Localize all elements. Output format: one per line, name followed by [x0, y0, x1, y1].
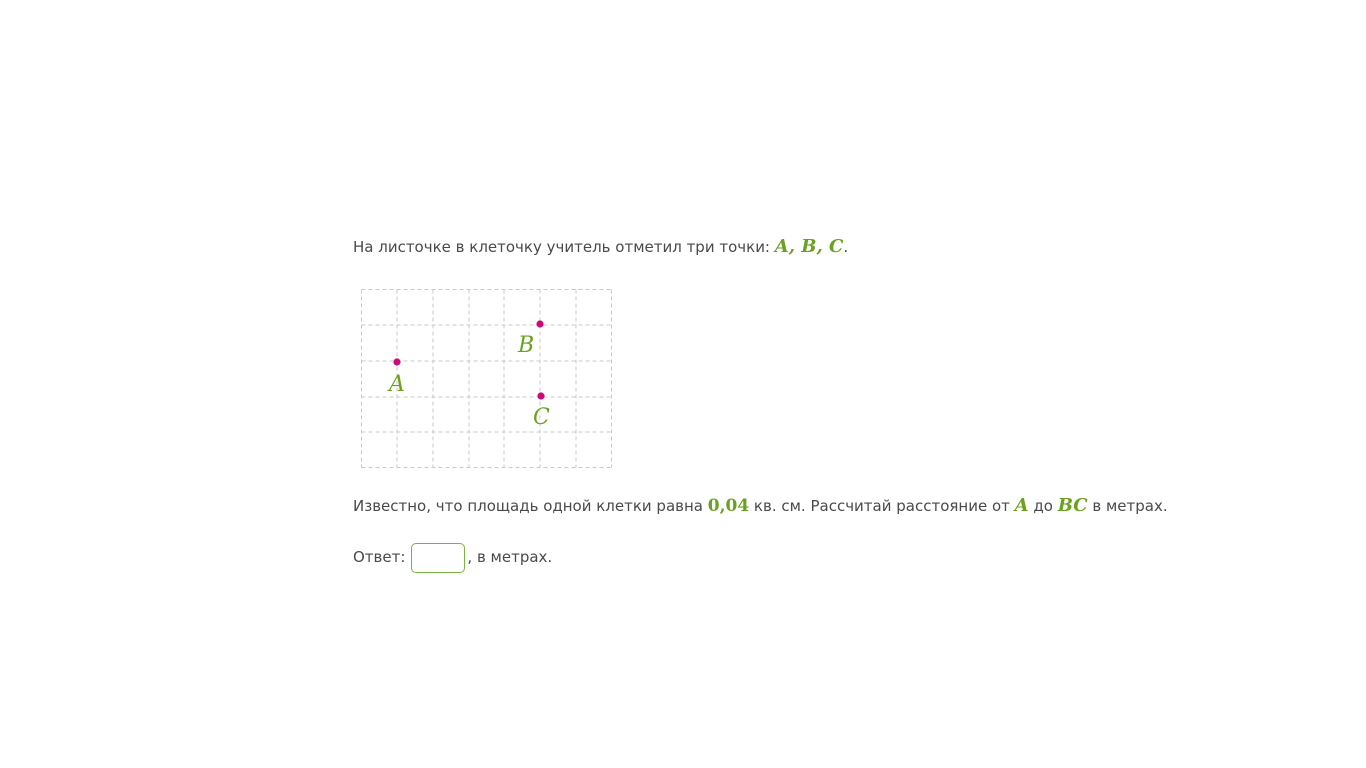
intro-text: На листочке в клеточку учитель отметил три точки:: [353, 238, 775, 256]
to-segment: BC: [1057, 495, 1088, 516]
tail-text: в метрах.: [1087, 497, 1168, 515]
point-b-label: B: [518, 333, 535, 358]
point-c-label: C: [533, 405, 550, 430]
area-value: 0,04: [707, 496, 750, 516]
answer-input[interactable]: [411, 543, 465, 573]
answer-row: [353, 541, 552, 573]
point-b-marker: [536, 320, 543, 327]
intro-points: A, B, C: [774, 236, 844, 257]
grid-figure: [361, 289, 613, 469]
point-a-marker: [393, 358, 400, 365]
intro-sentence: [353, 236, 848, 258]
known-sentence: [353, 495, 1168, 517]
intro-end: .: [843, 238, 849, 256]
from-point: A: [1014, 495, 1029, 516]
answer-suffix: , в метрах.: [467, 548, 553, 566]
answer-label: Ответ:: [353, 548, 406, 566]
area-unit-text: кв. см. Рассчитай расстояние от: [749, 497, 1015, 515]
point-c-marker: [537, 392, 544, 399]
point-a-label: A: [389, 372, 405, 397]
known-text: Известно, что площадь одной клетки равна: [353, 497, 708, 515]
to-text: до: [1028, 497, 1058, 515]
